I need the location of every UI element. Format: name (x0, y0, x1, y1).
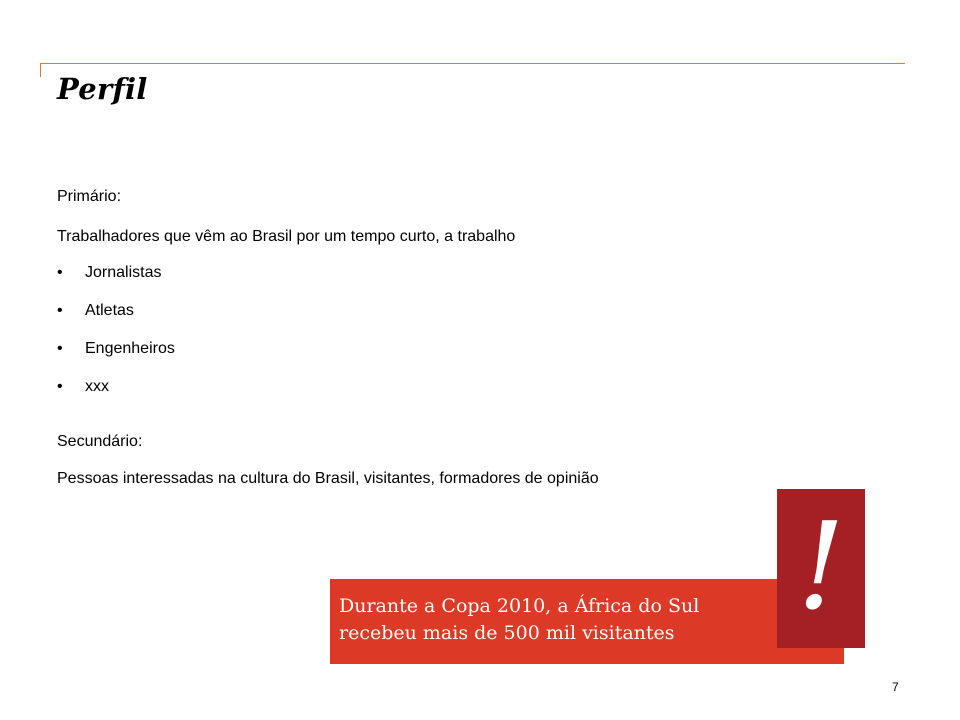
bullet-marker: • (57, 340, 63, 357)
bullet-marker: • (57, 302, 63, 319)
bullet-text: Jornalistas (85, 264, 162, 281)
bullet-marker: • (57, 264, 63, 281)
primary-heading: Primário: (57, 188, 122, 205)
header-rule-tick (40, 63, 41, 77)
bullet-marker: • (57, 378, 63, 395)
header-rule (40, 63, 905, 64)
secondary-description: Pessoas interessadas na cultura do Brasil, visitantes, formadores de opinião (57, 470, 599, 487)
secondary-heading: Secundário: (57, 433, 143, 450)
bullet-text: Engenheiros (85, 340, 175, 357)
bullet-text: xxx (85, 378, 109, 395)
callout-text (339, 593, 759, 647)
slide-title: Perfil (57, 72, 148, 106)
primary-description: Trabalhadores que vêm ao Brasil por um tempo curto, a trabalho (57, 228, 516, 245)
exclamation-icon: ! (796, 498, 846, 637)
callout-line: Durante a Copa 2010, a África do Sul (339, 595, 700, 617)
page-number: 7 (892, 680, 899, 694)
bullet-text: Atletas (85, 302, 134, 319)
callout-line: recebeu mais de 500 mil visitantes (339, 622, 675, 644)
